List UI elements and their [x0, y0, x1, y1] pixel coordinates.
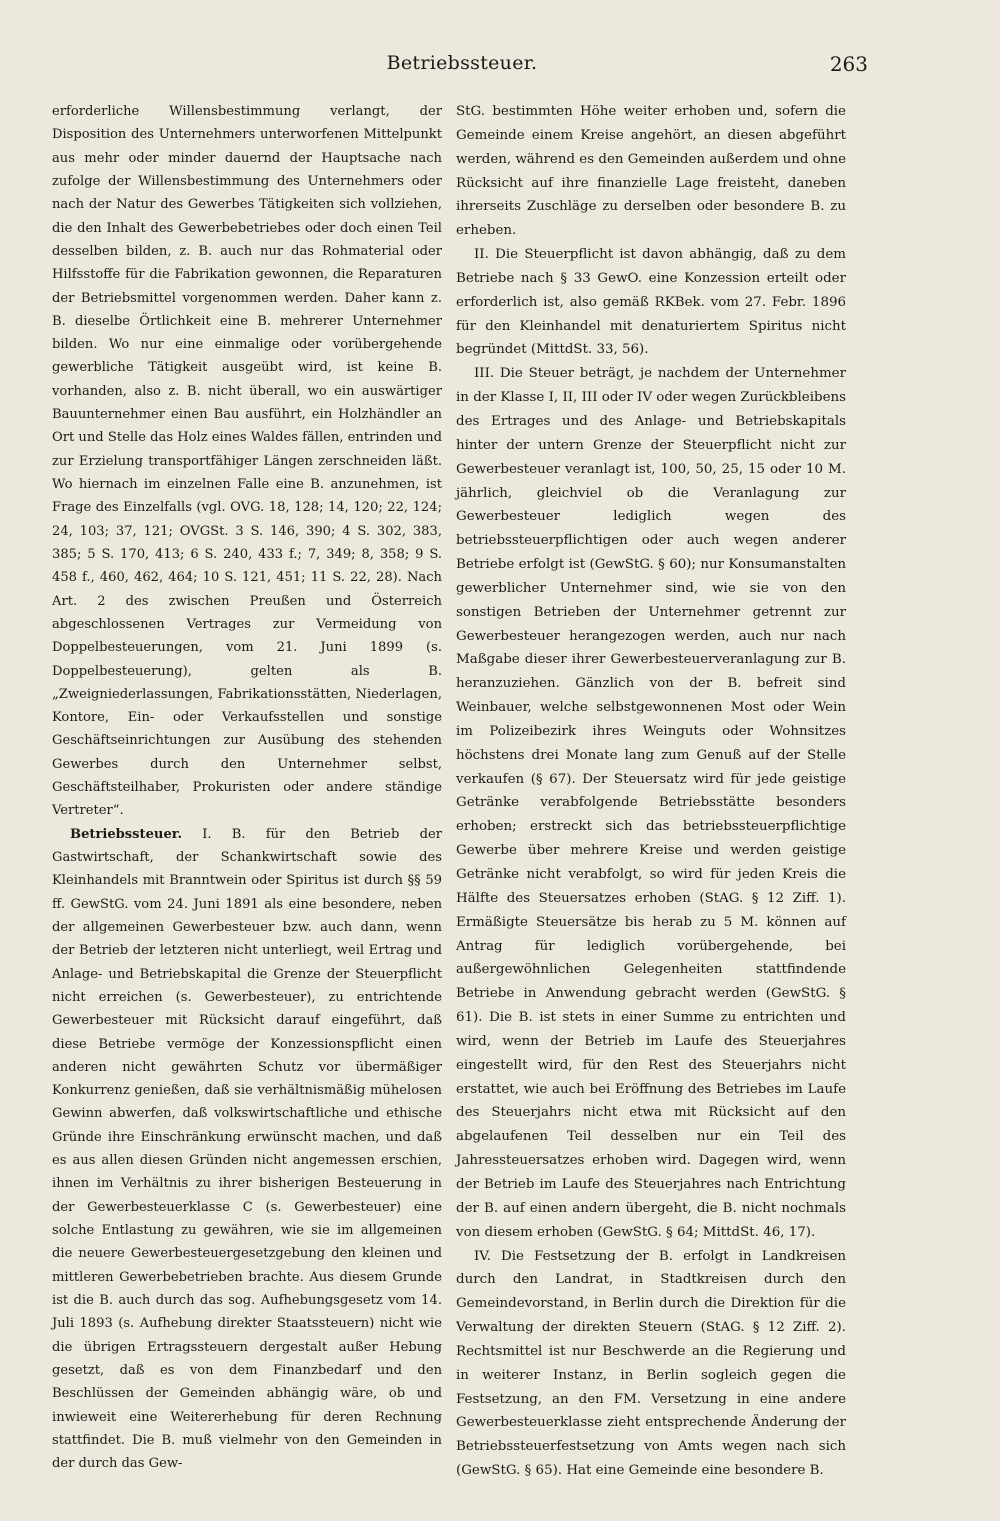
left-column [52, 100, 442, 1475]
left-paragraph-continuation: erforderliche Willensbestimmung verlangt, der Disposition des Unternehmers unterworfenen Mittelpunkt aus mehr oder minder dauernd der Hauptsache nach zufolge der Willensbestimmung des Unternehmers oder nach der Natur des Gewerbes Tätigkeiten sich vollziehen, die den Inhalt des Gewerbebetriebes oder doch einen Teil desselben bilden, z. B. auch nur das Rohmaterial oder Hilfsstoffe für die Fabrikation gewonnen, die Reparaturen der Betriebsmittel vorgenommen werden. Daher kann z. B. dieselbe Örtlichkeit eine B. mehrerer Unternehmer bilden. Wo nur eine einmalige oder vorübergehende gewerbliche Tätigkeit ausgeübt wird, ist keine B. vorhanden, also z. B. nicht überall, wo ein auswärtiger Bauunternehmer einen Bau ausführt, ein Holzhändler an Ort und Stelle das Holz eines Waldes fällen, entrinden und zur Erzielung transportfähiger Längen zerschneiden läßt. Wo hiernach im einzelnen Falle eine B. anzunehmen, ist Frage des Einzelfalls (vgl. OVG. 18, 128; 14, 120; 22, 124; 24, 103; 37, 121; OVGSt. 3 S. 146, 390; 4 S. 302, 383, 385; 5 S. 170, 413; 6 S. 240, 433 f.; 7, 349; 8, 358; 9 S. 458 f., 460, 462, 464; 10 S. 121, 451; 11 S. 22, 28). Nach Art. 2 des zwischen Preußen und Österreich abgeschlossenen Vertrages zur Vermeidung von Doppelbesteuerungen, vom 21. Juni 1899 (s. Doppelbesteuerung), gelten als B. „Zweigniederlassungen, Fabrikationsstätten, Niederlagen, Kontore, Ein- oder Verkaufsstellen und sonstige Geschäftseinrichtungen zur Ausübung des stehenden Gewerbes durch den Unternehmer selbst, Geschäftsteilhaber, Prokuristen oder andere ständige Vertreter“. [52, 104, 442, 819]
section-iv: IV. Die Festsetzung der B. erfolgt in Landkreisen durch den Landrat, in Stadtkreisen durch den Gemeindevorstand, in Berlin durch die Direktion für die Verwaltung der direkten Steuern (StAG. § 12 Ziff. 2). Rechtsmittel ist nur Beschwerde an die Regierung und in weiterer Instanz, in Berlin sogleich gegen die Festsetzung, an den FM. Versetzung in eine andere Gewerbesteuerklasse zieht entsprechende Änderung der Betriebssteuerfestsetzung von Amts wegen nach sich (GewStG. § 65). Hat eine Gemeinde eine besondere B. [456, 1248, 846, 1479]
right-paragraph-continuation: StG. bestimmten Höhe weiter erhoben und, sofern die Gemeinde einem Kreise angehört, an diesen abgeführt werden, während es den Gemeinden außerdem und ohne Rücksicht auf ihre finanzielle Lage freisteht, daneben ihrerseits Zuschläge zu derselben oder besondere B. zu erheben. [456, 104, 846, 239]
running-head [56, 52, 868, 82]
entry-lemma: Betriebssteuer. [70, 826, 183, 842]
right-column [456, 100, 846, 1483]
page-number: 263 [829, 52, 868, 76]
section-iii: III. Die Steuer beträgt, je nachdem der Unternehmer in der Klasse I, II, III oder IV oder wegen Zurückbleibens des Ertrages und des Anlage- und Betriebskapitals hinter der untern Grenze der Steuerpflicht nicht zur Gewerbesteuer veranlagt ist, 100, 50, 25, 15 oder 10 M. jährlich, gleichviel ob die Veranlagung zur Gewerbesteuer lediglich wegen des betriebssteuerpflichtigen oder auch wegen anderer Betriebe erfolgt ist (GewStG. § 60); nur Konsumanstalten gewerblicher Unternehmer sind, wie sie von den sonstigen Betrieben der Unternehmer getrennt zur Gewerbesteuer herangezogen werden, auch nur nach Maßgabe dieser ihrer Gewerbesteuerveranlagung zur B. heranzuziehen. Gänzlich von der B. befreit sind Weinbauer, welche selbstgewonnenen Most oder Wein im Polizeibezirk ihres Weinguts oder Wohnsitzes höchstens drei Monate lang zum Genuß auf der Stelle verkaufen (§ 67). Der Steuersatz wird für jede geistige Getränke verabfolgende Betriebsstätte besonders erhoben; erstreckt sich das betriebssteuerpflichtige Gewerbe über mehrere Kreise und werden geistige Getränke nicht verabfolgt, so wird für jeden Kreis die Hälfte des Steuersatzes erhoben (StAG. § 12 Ziff. 1). Ermäßigte Steuersätze bis herab zu 5 M. können auf Antrag für lediglich vorübergehende, bei außergewöhnlichen Gelegenheiten stattfindende Betriebe in Anwendung gebracht werden (GewStG. § 61). Die B. ist stets in einer Summe zu entrichten und wird, wenn der Betrieb im Laufe des Steuerjahres eingestellt wird, für den Rest des Steuerjahrs nicht erstattet, wie auch bei Eröffnung des Betriebes im Laufe des Steuerjahrs nicht etwa mit Rücksicht auf den abgelaufenen Teil desselben nur ein Teil des Jahressteuersatzes erhoben wird. Dagegen wird, wenn der Betrieb im Laufe des Steuerjahres nach Entrichtung der B. auf einen andern übergeht, die B. nicht nochmals von diesem erhoben (GewStG. § 64; MittdSt. 46, 17). [456, 366, 846, 1240]
section-ii: II. Die Steuerpflicht ist davon abhängig, daß zu dem Betriebe nach § 33 GewO. eine Konzession erteilt oder erforderlich ist, also gemäß RKBek. vom 27. Febr. 1896 für den Kleinhandel mit denaturiertem Spiritus nicht begründet (MittdSt. 33, 56). [456, 247, 846, 358]
entry-betriebssteuer [52, 823, 442, 1476]
running-title: Betriebssteuer. [386, 52, 538, 74]
entry-text: I. B. für den Betrieb der Gastwirtschaft, der Schankwirtschaft sowie des Kleinhandels mit Branntwein oder Spiritus ist durch §§ 59 ff. GewStG. vom 24. Juni 1891 als eine besondere, neben der allgemeinen Gewerbesteuer bzw. auch dann, wenn der Betrieb der letzteren nicht unterliegt, weil Ertrag und Anlage- und Betriebskapital die Grenze der Steuerpflicht nicht erreichen (s. Gewerbesteuer), zu entrichtende Gewerbesteuer mit Rücksicht darauf eingeführt, daß diese Betriebe vermöge der Konzessionspflicht einen anderen nicht gewährten Schutz vor übermäßiger Konkurrenz genießen, daß sie verhältnismäßig mühelosen Gewinn abwerfen, daß volkswirtschaftliche und ethische Gründe ihre Einschränkung erwünscht machen, und daß es aus allen diesen Gründen nicht angemessen erschien, ihnen im Verhältnis zu ihrer bisherigen Besteuerung in der Gewerbesteuerklasse C (s. Gewerbesteuer) eine solche Entlastung zu gewähren, wie sie im allgemeinen die neuere Gewerbesteuergesetzgebung den kleinen und mittleren Gewerbebetrieben brachte. Aus diesem Grunde ist die B. auch durch das sog. Aufhebungsgesetz vom 14. Juli 1893 (s. Aufhebung direkter Staatssteuern) nicht wie die übrigen Ertragssteuern dergestalt außer Hebung gesetzt, daß es von dem Finanzbedarf und den Beschlüssen der Gemeinden abhängig wäre, ob und inwieweit eine Weitererhebung für deren Rechnung stattfindet. Die B. muß vielmehr von den Gemeinden in der durch das Gew- [52, 826, 442, 1472]
